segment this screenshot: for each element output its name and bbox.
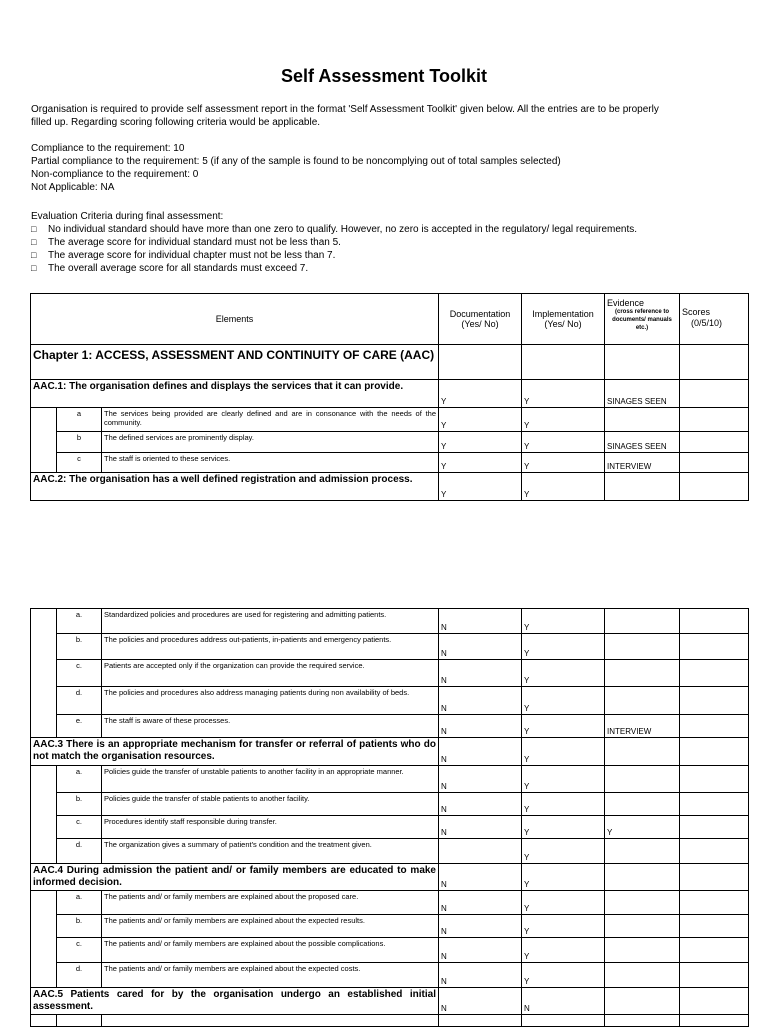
- element-code: b.: [57, 634, 102, 660]
- header-implementation: Implementation (Yes/ No): [522, 294, 605, 345]
- score-cell: [680, 634, 749, 660]
- element-text: Procedures identify staff responsible during transfer.: [102, 816, 439, 839]
- element-code: b.: [57, 793, 102, 816]
- criteria-line: Compliance to the requirement: 10: [31, 143, 185, 154]
- assessment-table-bottom: [30, 608, 749, 1027]
- element-code: b: [57, 432, 102, 453]
- implementation-cell: Y: [522, 915, 605, 938]
- element-row: [31, 891, 749, 915]
- element-text: The policies and procedures also address managing patients during non availability of beds.: [102, 687, 439, 715]
- element-text: The organization gives a summary of patient's condition and the treatment given.: [102, 839, 439, 864]
- intro-line: filled up. Regarding scoring following criteria would be applicable.: [31, 117, 321, 128]
- implementation-cell: Y: [522, 408, 605, 432]
- standard-row-aac4: [31, 864, 749, 891]
- documentation-cell: N: [439, 738, 522, 766]
- score-cell: [680, 915, 749, 938]
- element-text: Standardized policies and procedures are used for registering and admitting patients.: [102, 609, 439, 634]
- score-cell: [680, 380, 749, 408]
- standard-text: AAC.4 During admission the patient and/ or family members are educated to make informed decision.: [31, 864, 439, 891]
- element-code: c.: [57, 938, 102, 963]
- documentation-cell: N: [439, 687, 522, 715]
- standard-row-aac2: [31, 473, 749, 501]
- standard-row-aac5: [31, 988, 749, 1015]
- documentation-cell: N: [439, 864, 522, 891]
- element-text: The staff is aware of these processes.: [102, 715, 439, 738]
- documentation-cell: N: [439, 609, 522, 634]
- documentation-cell: [439, 839, 522, 864]
- standard-row-aac3: [31, 738, 749, 766]
- implementation-cell: Y: [522, 609, 605, 634]
- criteria-line: Not Applicable: NA: [31, 182, 115, 193]
- implementation-cell: Y: [522, 766, 605, 793]
- implementation-cell: Y: [522, 473, 605, 501]
- element-code: d.: [57, 963, 102, 988]
- documentation-cell: Y: [439, 453, 522, 473]
- element-row: [31, 1015, 749, 1027]
- element-text: The defined services are prominently display.: [102, 432, 439, 453]
- element-row: [31, 408, 749, 432]
- documentation-cell: Y: [439, 432, 522, 453]
- element-row: [31, 453, 749, 473]
- evidence-cell: [605, 839, 680, 864]
- implementation-cell: Y: [522, 432, 605, 453]
- score-cell: [680, 839, 749, 864]
- document-title: Self Assessment Toolkit: [280, 66, 488, 86]
- header-evidence-note: (cross reference to documents/ manuals etc.): [612, 309, 672, 331]
- element-row: [31, 793, 749, 816]
- score-cell: [680, 453, 749, 473]
- element-code: e.: [57, 715, 102, 738]
- evidence-cell: [605, 864, 680, 891]
- element-text: Policies guide the transfer of stable patients to another facility.: [102, 793, 439, 816]
- evidence-cell: [605, 609, 680, 634]
- standard-text: AAC.2: The organisation has a well defined registration and admission process.: [31, 473, 439, 501]
- implementation-cell: Y: [522, 839, 605, 864]
- evidence-cell: [605, 738, 680, 766]
- element-row: [31, 687, 749, 715]
- score-cell: [680, 408, 749, 432]
- element-text: The patients and/ or family members are explained about the proposed care.: [102, 891, 439, 915]
- assessment-table-top: [30, 293, 749, 501]
- header-scores-label: Scores: [682, 307, 711, 317]
- element-text: The patients and/ or family members are explained about the expected costs.: [102, 963, 439, 988]
- implementation-cell: N: [522, 988, 605, 1015]
- evidence-cell: SINAGES SEEN: [605, 432, 680, 453]
- intro-line: Organisation is required to provide self assessment report in the format 'Self Assessment Toolkit' given below. All the entries are to be properly: [31, 104, 659, 115]
- element-text: The services being provided are clearly defined and are in consonance with the needs of the community.: [102, 408, 439, 432]
- evidence-cell: [605, 687, 680, 715]
- evidence-cell: [605, 938, 680, 963]
- eval-item: □ The average score for individual chapter must not be less than 7.: [31, 249, 731, 262]
- evidence-cell: INTERVIEW: [605, 715, 680, 738]
- score-cell: [680, 609, 749, 634]
- element-text: The policies and procedures address out-patients, in-patients and emergency patients.: [102, 634, 439, 660]
- score-cell: [680, 660, 749, 687]
- element-text: Policies guide the transfer of unstable patients to another facility in an appropriate manner.: [102, 766, 439, 793]
- element-row: [31, 660, 749, 687]
- element-code: b.: [57, 915, 102, 938]
- element-code: c.: [57, 660, 102, 687]
- element-code: c.: [57, 816, 102, 839]
- evidence-cell: [605, 988, 680, 1015]
- element-row: [31, 715, 749, 738]
- score-cell: [680, 687, 749, 715]
- eval-item: □ The average score for individual standard must not be less than 5.: [31, 236, 731, 249]
- documentation-cell: N: [439, 915, 522, 938]
- element-code: a: [57, 408, 102, 432]
- evidence-cell: INTERVIEW: [605, 453, 680, 473]
- documentation-cell: N: [439, 938, 522, 963]
- implementation-cell: Y: [522, 715, 605, 738]
- element-row: [31, 432, 749, 453]
- header-evidence: [605, 294, 680, 345]
- element-text: The staff is oriented to these services.: [102, 453, 439, 473]
- score-cell: [680, 938, 749, 963]
- element-text: The patients and/ or family members are explained about the possible complications.: [102, 938, 439, 963]
- eval-item: □ No individual standard should have more than one zero to qualify. However, no zero is accepted in the regulatory/ legal requirements.: [31, 223, 731, 236]
- documentation-cell: N: [439, 766, 522, 793]
- element-code: a.: [57, 891, 102, 915]
- implementation-cell: Y: [522, 738, 605, 766]
- standard-row-aac1: [31, 380, 749, 408]
- element-row: [31, 634, 749, 660]
- evaluation-criteria: [31, 210, 731, 275]
- score-cell: [680, 473, 749, 501]
- evidence-cell: [605, 473, 680, 501]
- documentation-cell: N: [439, 988, 522, 1015]
- documentation-cell: Y: [439, 408, 522, 432]
- element-code: a.: [57, 766, 102, 793]
- documentation-cell: N: [439, 816, 522, 839]
- implementation-cell: Y: [522, 687, 605, 715]
- header-evidence-label: Evidence: [607, 298, 645, 308]
- score-cell: [680, 738, 749, 766]
- implementation-cell: Y: [522, 864, 605, 891]
- implementation-cell: Y: [522, 816, 605, 839]
- implementation-cell: Y: [522, 380, 605, 408]
- documentation-cell: N: [439, 891, 522, 915]
- score-cell: [680, 816, 749, 839]
- evidence-cell: Y: [605, 816, 680, 839]
- score-cell: [680, 715, 749, 738]
- criteria-line: Partial compliance to the requirement: 5 (if any of the sample is found to be noncomplying out of total samples selected): [31, 156, 561, 167]
- evidence-cell: [605, 915, 680, 938]
- scoring-criteria: [31, 142, 731, 194]
- score-cell: [680, 963, 749, 988]
- score-cell: [680, 988, 749, 1015]
- element-text: Patients are accepted only if the organization can provide the required service.: [102, 660, 439, 687]
- score-cell: [680, 864, 749, 891]
- standard-text: AAC.3 There is an appropriate mechanism for transfer or referral of patients who do not match the organisation resources.: [31, 738, 439, 766]
- score-cell: [680, 432, 749, 453]
- evidence-cell: [605, 963, 680, 988]
- element-code: d.: [57, 687, 102, 715]
- element-code: a.: [57, 609, 102, 634]
- documentation-cell: N: [439, 963, 522, 988]
- element-row: [31, 816, 749, 839]
- element-row: [31, 609, 749, 634]
- eval-heading: Evaluation Criteria during final assessment:: [31, 211, 224, 222]
- implementation-cell: Y: [522, 793, 605, 816]
- documentation-cell: N: [439, 793, 522, 816]
- evidence-cell: [605, 660, 680, 687]
- score-cell: [680, 891, 749, 915]
- implementation-cell: Y: [522, 453, 605, 473]
- header-scores: [680, 294, 749, 345]
- standard-text: AAC.1: The organisation defines and displays the services that it can provide.: [31, 380, 439, 408]
- documentation-cell: N: [439, 660, 522, 687]
- element-row: [31, 915, 749, 938]
- element-row: [31, 839, 749, 864]
- element-row: [31, 963, 749, 988]
- element-row: [31, 938, 749, 963]
- standard-text: AAC.5 Patients cared for by the organisation undergo an established initial assessment.: [31, 988, 439, 1015]
- implementation-cell: Y: [522, 634, 605, 660]
- evidence-cell: SINAGES SEEN: [605, 380, 680, 408]
- eval-item: □ The overall average score for all standards must exceed 7.: [31, 262, 731, 275]
- evidence-cell: [605, 766, 680, 793]
- implementation-cell: Y: [522, 963, 605, 988]
- table-header-row: [31, 294, 749, 345]
- chapter-title: Chapter 1: ACCESS, ASSESSMENT AND CONTINUITY OF CARE (AAC): [31, 345, 439, 380]
- evidence-cell: [605, 891, 680, 915]
- documentation-cell: Y: [439, 473, 522, 501]
- evidence-cell: [605, 408, 680, 432]
- documentation-cell: N: [439, 715, 522, 738]
- element-text: The patients and/ or family members are explained about the expected results.: [102, 915, 439, 938]
- intro-paragraph: [31, 103, 731, 129]
- chapter-row: [31, 345, 749, 380]
- evidence-cell: [605, 634, 680, 660]
- documentation-cell: Y: [439, 380, 522, 408]
- implementation-cell: Y: [522, 938, 605, 963]
- header-documentation: Documentation (Yes/ No): [439, 294, 522, 345]
- header-scores-range: (0/5/10): [691, 318, 723, 328]
- score-cell: [680, 766, 749, 793]
- implementation-cell: Y: [522, 891, 605, 915]
- element-code: d.: [57, 839, 102, 864]
- element-code: c: [57, 453, 102, 473]
- element-row: [31, 766, 749, 793]
- score-cell: [680, 793, 749, 816]
- implementation-cell: Y: [522, 660, 605, 687]
- criteria-line: Non-compliance to the requirement: 0: [31, 169, 199, 180]
- evidence-cell: [605, 793, 680, 816]
- header-elements: Elements: [31, 294, 439, 345]
- documentation-cell: N: [439, 634, 522, 660]
